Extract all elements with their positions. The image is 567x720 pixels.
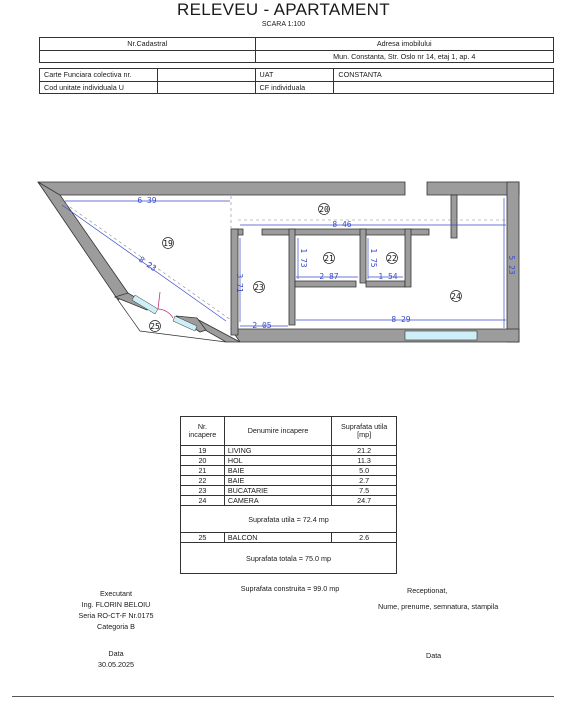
dim-205: 2 05 — [252, 321, 272, 330]
dim-154: 1 54 — [378, 272, 398, 281]
table-row: 24 CAMERA 24.7 — [181, 496, 397, 506]
wall-diagonal-left — [38, 182, 128, 300]
wall-top-right — [427, 182, 519, 195]
bottom-border — [12, 696, 554, 697]
wall-top-left — [38, 182, 405, 199]
uat-label: UAT — [255, 69, 334, 82]
svg-text:25: 25 — [150, 322, 160, 331]
room-label-21 — [324, 253, 335, 264]
wall-kitchen-right — [289, 229, 295, 325]
carte-funciara-label: Carte Funciara colectiva nr. — [40, 69, 158, 82]
executant-seria: Seria RO-CT-F Nr.0175 — [78, 611, 154, 620]
room-label-24 — [451, 291, 462, 302]
dim-829: 8 29 — [391, 315, 411, 324]
window-bottom — [405, 331, 477, 340]
page-title: RELEVEU - APARTAMENT — [177, 0, 390, 19]
header-denumire: Denumire incapere — [224, 417, 331, 446]
room-label-19 — [163, 238, 174, 249]
receptionat-label: Receptionat, — [407, 586, 448, 595]
svg-text:21: 21 — [324, 254, 334, 263]
dim-639: 6 39 — [137, 196, 157, 205]
dim-823: 8 23 — [136, 254, 158, 274]
dim-371: 3 71 — [235, 273, 244, 293]
wall-bath-top — [262, 229, 429, 235]
svg-text:23: 23 — [254, 283, 264, 292]
header-nr: Nr. incapere — [181, 417, 225, 446]
suprafata-totala: Suprafata totala = 75.0 mp — [181, 543, 397, 574]
svg-text:19: 19 — [163, 239, 173, 248]
door-arc — [158, 309, 173, 318]
room-label-22 — [387, 253, 398, 264]
svg-text:24: 24 — [451, 292, 461, 301]
receptionat-block — [378, 586, 518, 611]
dim-523: 5 23 — [507, 255, 516, 275]
receptionat-sub: Nume, prenume, semnatura, stampila — [378, 602, 499, 611]
nr-cadastral-label: Nr.Cadastral — [40, 38, 256, 51]
table-row: 22 BAIE 2.7 — [181, 476, 397, 486]
adresa-label: Adresa imobilului — [255, 38, 553, 51]
data-value: 30.05.2025 — [98, 660, 134, 669]
scale-label: SCARA 1:100 — [261, 21, 306, 28]
table-row: 20 HOL 11.3 — [181, 456, 397, 466]
data-label-left: Data — [108, 649, 124, 658]
dim-846: 8 46 — [332, 220, 352, 229]
door-leaf — [158, 292, 160, 309]
room-label-23 — [254, 282, 265, 293]
table-row: 25 BALCON 2.6 — [181, 533, 397, 543]
wall-bath-divider — [360, 229, 366, 283]
rooms-table — [180, 416, 397, 574]
wall-bath2-bottom — [366, 281, 405, 287]
table-row: 19 LIVING 21.2 — [181, 446, 397, 456]
header-suprafata: Suprafata utila [mp] — [332, 417, 397, 446]
dim-175: 1 75 — [369, 248, 378, 268]
wall-bath-bottom — [295, 281, 356, 287]
data-left-block — [60, 648, 172, 670]
table-row: 23 BUCATARIE 7.5 — [181, 486, 397, 496]
wall-notch — [451, 195, 457, 238]
executant-name: Ing. FLORIN BELOIU — [81, 600, 151, 609]
balcony-outline — [118, 300, 226, 342]
suprafata-construita: Suprafata construita = 99.0 mp — [240, 584, 340, 593]
suprafata-utila: Suprafata utila = 72.4 mp — [181, 506, 397, 533]
dim-173: 1 73 — [299, 248, 308, 268]
data-label-right: Data — [426, 651, 442, 660]
cod-unitate-label: Cod unitate individuala U — [40, 81, 158, 94]
uat-value: CONSTANTA — [334, 69, 554, 82]
room-label-25 — [150, 321, 161, 332]
executant-label: Executant — [100, 589, 132, 598]
svg-text:20: 20 — [319, 205, 329, 214]
executant-categoria: Categoria B — [97, 622, 135, 631]
dim-287: 2 87 — [319, 272, 339, 281]
adresa-value: Mun. Constanta, Str. Oslo nr 14, etaj 1, ap. 4 — [255, 50, 553, 63]
table-row: 21 BAIE 5.0 — [181, 466, 397, 476]
room-label-20 — [319, 204, 330, 215]
executant-block — [60, 588, 172, 632]
cf-label: CF individuala — [255, 81, 334, 94]
svg-text:22: 22 — [387, 254, 397, 263]
wall-bath2-right — [405, 229, 411, 287]
